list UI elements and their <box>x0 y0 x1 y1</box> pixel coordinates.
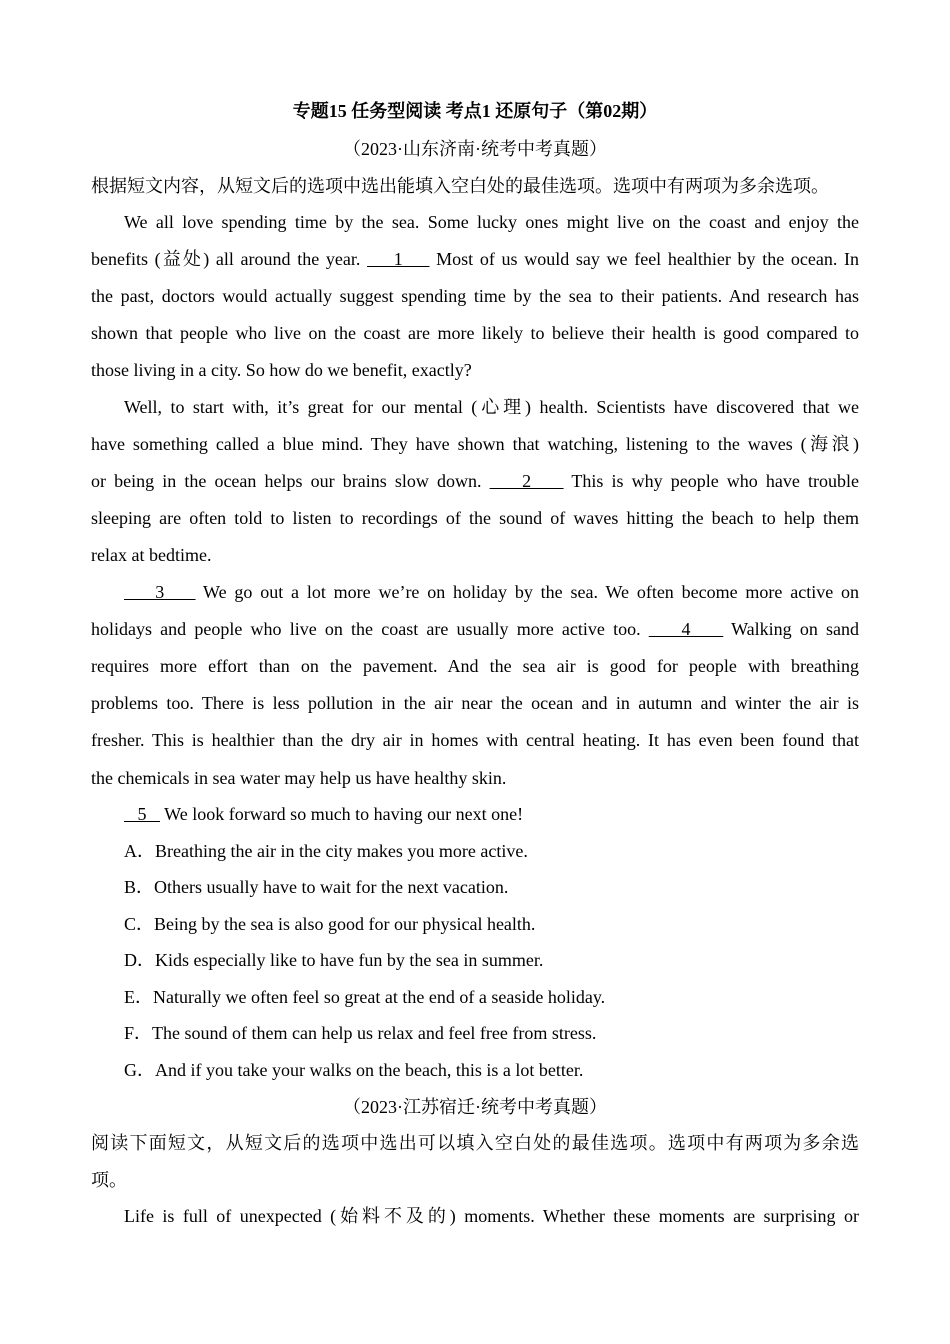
blank-3: 3 <box>124 582 196 602</box>
passage-line: have something called a blue mind. They have shown that watching, listening to the waves (海浪) <box>91 434 859 454</box>
passage-line: sleeping are often told to listen to recordings of the sound of waves hitting the beach to help them <box>91 508 859 528</box>
passage-line: Well, to start with, it’s great for our mental (心理) health. Scientists have discovered that we <box>124 397 859 417</box>
passage-line: holidays and people who live on the coast are usually more active too. 4 Walking on sand <box>91 619 859 639</box>
blank-4: 4 <box>648 619 724 639</box>
passage-line: the past, doctors would actually suggest spending time by the sea to their patients. And research has <box>91 286 859 306</box>
option-f: F．The sound of them can help us relax and feel free from stress. <box>124 1023 597 1043</box>
option-e: E．Naturally we often feel so great at the end of a seaside holiday. <box>124 987 606 1007</box>
blank-2: 2 <box>489 471 564 491</box>
exam-source: （2023·江苏宿迁·统考中考真题） <box>343 1097 607 1117</box>
option-g: G．And if you take your walks on the beach, this is a lot better. <box>124 1060 584 1080</box>
passage-line: or being in the ocean helps our brains slow down. 2 This is why people who have trouble <box>91 471 860 491</box>
instruction-text: 阅读下面短文，从短文后的选项中选出可以填入空白处的最佳选项。选项中有两项为多余选 <box>91 1133 859 1153</box>
page-title: 专题15 任务型阅读 考点1 还原句子（第02期） <box>292 101 658 121</box>
passage-line: 3 We go out a lot more we’re on holiday by the sea. We often become more active on <box>124 582 859 602</box>
passage-line: 5 We look forward so much to having our next one! <box>124 804 524 824</box>
passage-line: requires more effort than on the pavement. And the sea air is good for people with breathing <box>91 656 859 676</box>
passage-line: Life is full of unexpected (始料不及的) moments. Whether these moments are surprising or <box>124 1206 859 1226</box>
instruction-text: 项。 <box>91 1170 127 1190</box>
passage-line: problems too. There is less pollution in the air near the ocean and in autumn and winter the air is <box>91 693 859 713</box>
option-c: C．Being by the sea is also good for our physical health. <box>124 914 536 934</box>
passage-line: the chemicals in sea water may help us have healthy skin. <box>91 768 507 788</box>
option-d: D．Kids especially like to have fun by the sea in summer. <box>124 950 544 970</box>
exam-source: （2023·山东济南·统考中考真题） <box>343 139 607 159</box>
passage-line: relax at bedtime. <box>91 545 212 565</box>
blank-5: 5 <box>124 804 160 824</box>
option-a: A．Breathing the air in the city makes you more active. <box>124 841 528 861</box>
passage-line: fresher. This is healthier than the dry air in homes with central heating. It has even been found that <box>91 730 859 750</box>
passage-line: We all love spending time by the sea. Some lucky ones might live on the coast and enjoy the <box>124 212 859 232</box>
passage-line: shown that people who live on the coast are more likely to believe their health is good compared to <box>91 323 859 343</box>
option-b: B．Others usually have to wait for the next vacation. <box>124 877 509 897</box>
blank-1: 1 <box>367 249 430 269</box>
passage-line: those living in a city. So how do we benefit, exactly? <box>91 360 472 380</box>
passage-line: benefits (益处) all around the year. 1 Most of us would say we feel healthier by the ocean. In <box>91 249 859 269</box>
instruction-text: 根据短文内容，从短文后的选项中选出能填入空白处的最佳选项。选项中有两项为多余选项。 <box>91 176 829 196</box>
